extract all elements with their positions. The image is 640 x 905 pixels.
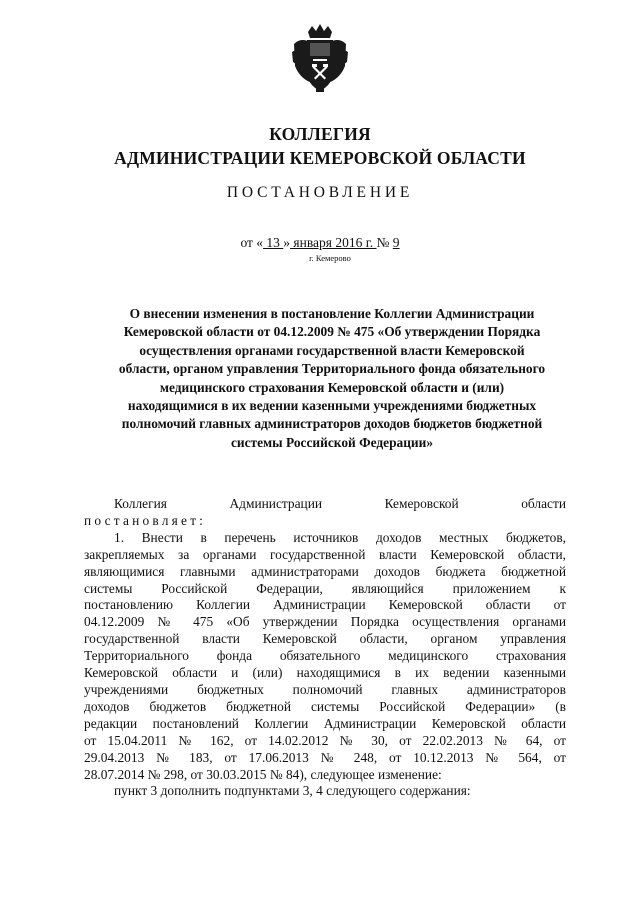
title-line: медицинского страхования Кемеровской области и (или) xyxy=(159,379,505,395)
document-title xyxy=(84,305,580,452)
coat-of-arms-icon xyxy=(290,22,350,94)
document-type: ПОСТАНОВЛЕНИЕ xyxy=(226,184,414,201)
title-line: системы Российской Федерации» xyxy=(230,434,434,450)
date-line xyxy=(0,235,640,251)
title-line: находящимися в их ведении казенными учреждениями бюджетных xyxy=(127,398,537,414)
body-line: 04.12.2009 № 475 «Об утверждении Порядка осуществления органами xyxy=(84,614,566,630)
body-line: государственной власти Кемеровской области, органом управления xyxy=(84,631,566,647)
document-body xyxy=(84,496,566,800)
body-line: Кемеровской области и (или) находящимися в их ведении казенными xyxy=(84,665,566,681)
body-line: системы Российской Федерации, являющийся приложением к xyxy=(84,580,566,596)
city: г. Кемерово xyxy=(309,253,351,263)
title-line: полномочий главных администраторов доходов бюджетов бюджетной xyxy=(121,416,543,432)
title-line: области, органом управления Территориального фонда обязательного xyxy=(118,361,546,377)
date-prefix: от « xyxy=(240,235,264,250)
body-line: Территориального фонда обязательного медицинского страхования xyxy=(84,648,566,664)
body-line: доходов бюджетов бюджетной системы Российской Федерации» (в xyxy=(84,698,566,714)
body-line: 28.07.2014 № 298, от 30.03.2015 № 84), следующее изменение: xyxy=(84,766,442,782)
document-number: 9 xyxy=(392,235,400,250)
date-day: 13 xyxy=(263,235,284,250)
body-line: постановлению Коллегии Администрации Кемеровской области от xyxy=(84,597,566,613)
body-line: пункт 3 дополнить подпунктами 3, 4 следующего содержания: xyxy=(114,783,471,799)
body-line: 1. Внести в перечень источников доходов местных бюджетов, xyxy=(114,529,566,545)
org-name-line2: АДМИНИСТРАЦИИ КЕМЕРОВСКОЙ ОБЛАСТИ xyxy=(114,148,526,168)
title-line: О внесении изменения в постановление Коллегии Администрации xyxy=(129,306,535,321)
number-label: № xyxy=(376,235,393,250)
body-line: Коллегия Администрации Кемеровской области xyxy=(114,496,566,511)
date-mid: » xyxy=(283,235,291,250)
body-line: закрепляемых за органами государственной власти Кемеровской области, xyxy=(84,546,566,562)
body-line: редакции постановлений Коллегии Администрации Кемеровской области xyxy=(84,715,566,731)
date-rest: января 2016 г. xyxy=(290,235,377,250)
org-name-line1: КОЛЛЕГИЯ xyxy=(269,124,371,144)
title-line: Кемеровской области от 04.12.2009 № 475 «Об утверждении Порядка xyxy=(123,324,541,340)
body-line: от 15.04.2011 № 162, от 14.02.2012 № 30, от 22.02.2013 № 64, от xyxy=(84,732,566,748)
body-line: постановляет: xyxy=(84,512,207,528)
body-line: учреждениями бюджетных полномочий главных администраторов xyxy=(84,681,566,697)
title-line: осуществления органами государственной власти Кемеровской xyxy=(139,342,525,358)
body-line: 29.04.2013 № 183, от 17.06.2013 № 248, от 10.12.2013 № 564, от xyxy=(84,749,566,765)
body-line: являющимися главными администраторами доходов бюджета бюджетной xyxy=(84,563,566,579)
